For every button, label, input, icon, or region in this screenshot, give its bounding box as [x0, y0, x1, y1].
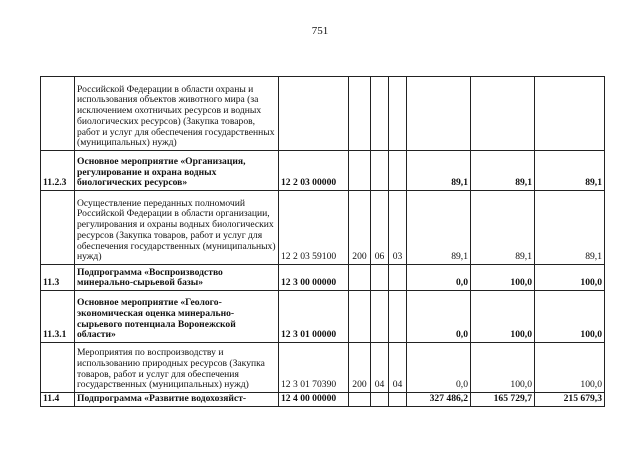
row-rz: [371, 151, 389, 191]
budget-table: [40, 76, 605, 407]
row-pr: [389, 265, 407, 291]
row-value-3: [535, 77, 605, 151]
row-name: Подпрограмма «Воспроизводство минерально-сырьевой базы»: [75, 265, 279, 291]
table-row: [41, 265, 605, 291]
row-vr: [349, 393, 371, 407]
row-rz: [371, 265, 389, 291]
table-row: [41, 191, 605, 265]
row-value-1: [407, 77, 471, 151]
row-code: [41, 343, 75, 393]
row-value-3: 100,0: [535, 265, 605, 291]
row-pr: [389, 393, 407, 407]
row-value-3: 215 679,3: [535, 393, 605, 407]
row-name: Подпрограмма «Развитие водохозяйст-: [75, 393, 279, 407]
row-vr: [349, 265, 371, 291]
row-csr: 12 2 03 00000: [279, 151, 349, 191]
row-value-2: 100,0: [471, 265, 535, 291]
row-pr: 04: [389, 343, 407, 393]
row-name: Российской Федерации в области охраны и использования объектов животного мира (за исключением охотничьих ресурсов и водных биологических ресурсов) (Закупка товаров, работ и услуг для обеспечения государственных (муниципальных) нужд): [75, 77, 279, 151]
table-row: [41, 151, 605, 191]
row-vr: [349, 291, 371, 343]
row-vr: 200: [349, 191, 371, 265]
row-code: 11.3: [41, 265, 75, 291]
page-number: 751: [311, 25, 329, 37]
row-value-1: 0,0: [407, 265, 471, 291]
row-pr: [389, 77, 407, 151]
row-value-3: 100,0: [535, 291, 605, 343]
table-row: [41, 343, 605, 393]
table-row: [41, 393, 605, 407]
row-name: Основное мероприятие «Геолого-экономическая оценка минерально-сырьевого потенциала Воронежской области»: [75, 291, 279, 343]
row-name: Осуществление переданных полномочий Российской Федерации в области организации, регулирования и охраны водных биологических ресурсов (Закупка товаров, работ и услуг для обеспечения государственных (муниципальных) нужд): [75, 191, 279, 265]
row-vr: 200: [349, 343, 371, 393]
row-value-2: 100,0: [471, 343, 535, 393]
row-value-2: 165 729,7: [471, 393, 535, 407]
row-rz: [371, 291, 389, 343]
row-rz: [371, 393, 389, 407]
row-pr: [389, 151, 407, 191]
row-value-2: 100,0: [471, 291, 535, 343]
row-value-2: 89,1: [471, 151, 535, 191]
row-value-3: 89,1: [535, 151, 605, 191]
row-csr: 12 2 03 59100: [279, 191, 349, 265]
row-pr: [389, 291, 407, 343]
row-value-2: [471, 77, 535, 151]
row-csr: 12 3 01 70390: [279, 343, 349, 393]
row-code: 11.3.1: [41, 291, 75, 343]
row-value-1: 0,0: [407, 291, 471, 343]
row-name: Основное мероприятие «Организация, регулирование и охрана водных биологических ресурсов»: [75, 151, 279, 191]
row-value-1: 89,1: [407, 191, 471, 265]
row-vr: [349, 77, 371, 151]
row-csr: 12 3 01 00000: [279, 291, 349, 343]
row-rz: 06: [371, 191, 389, 265]
row-csr: 12 3 00 00000: [279, 265, 349, 291]
row-code: [41, 191, 75, 265]
row-value-1: 89,1: [407, 151, 471, 191]
row-rz: 04: [371, 343, 389, 393]
row-value-3: 100,0: [535, 343, 605, 393]
row-rz: [371, 77, 389, 151]
row-pr: 03: [389, 191, 407, 265]
row-value-3: 89,1: [535, 191, 605, 265]
row-code: 11.4: [41, 393, 75, 407]
row-value-1: 0,0: [407, 343, 471, 393]
table-row: [41, 291, 605, 343]
table-row: [41, 77, 605, 151]
row-code: 11.2.3: [41, 151, 75, 191]
row-vr: [349, 151, 371, 191]
row-csr: 12 4 00 00000: [279, 393, 349, 407]
row-value-1: 327 486,2: [407, 393, 471, 407]
row-code: [41, 77, 75, 151]
row-value-2: 89,1: [471, 191, 535, 265]
row-name: Мероприятия по воспроизводству и использованию природных ресурсов (Закупка товаров, работ и услуг для обеспечения государственных (муниципальных) нужд): [75, 343, 279, 393]
row-csr: [279, 77, 349, 151]
